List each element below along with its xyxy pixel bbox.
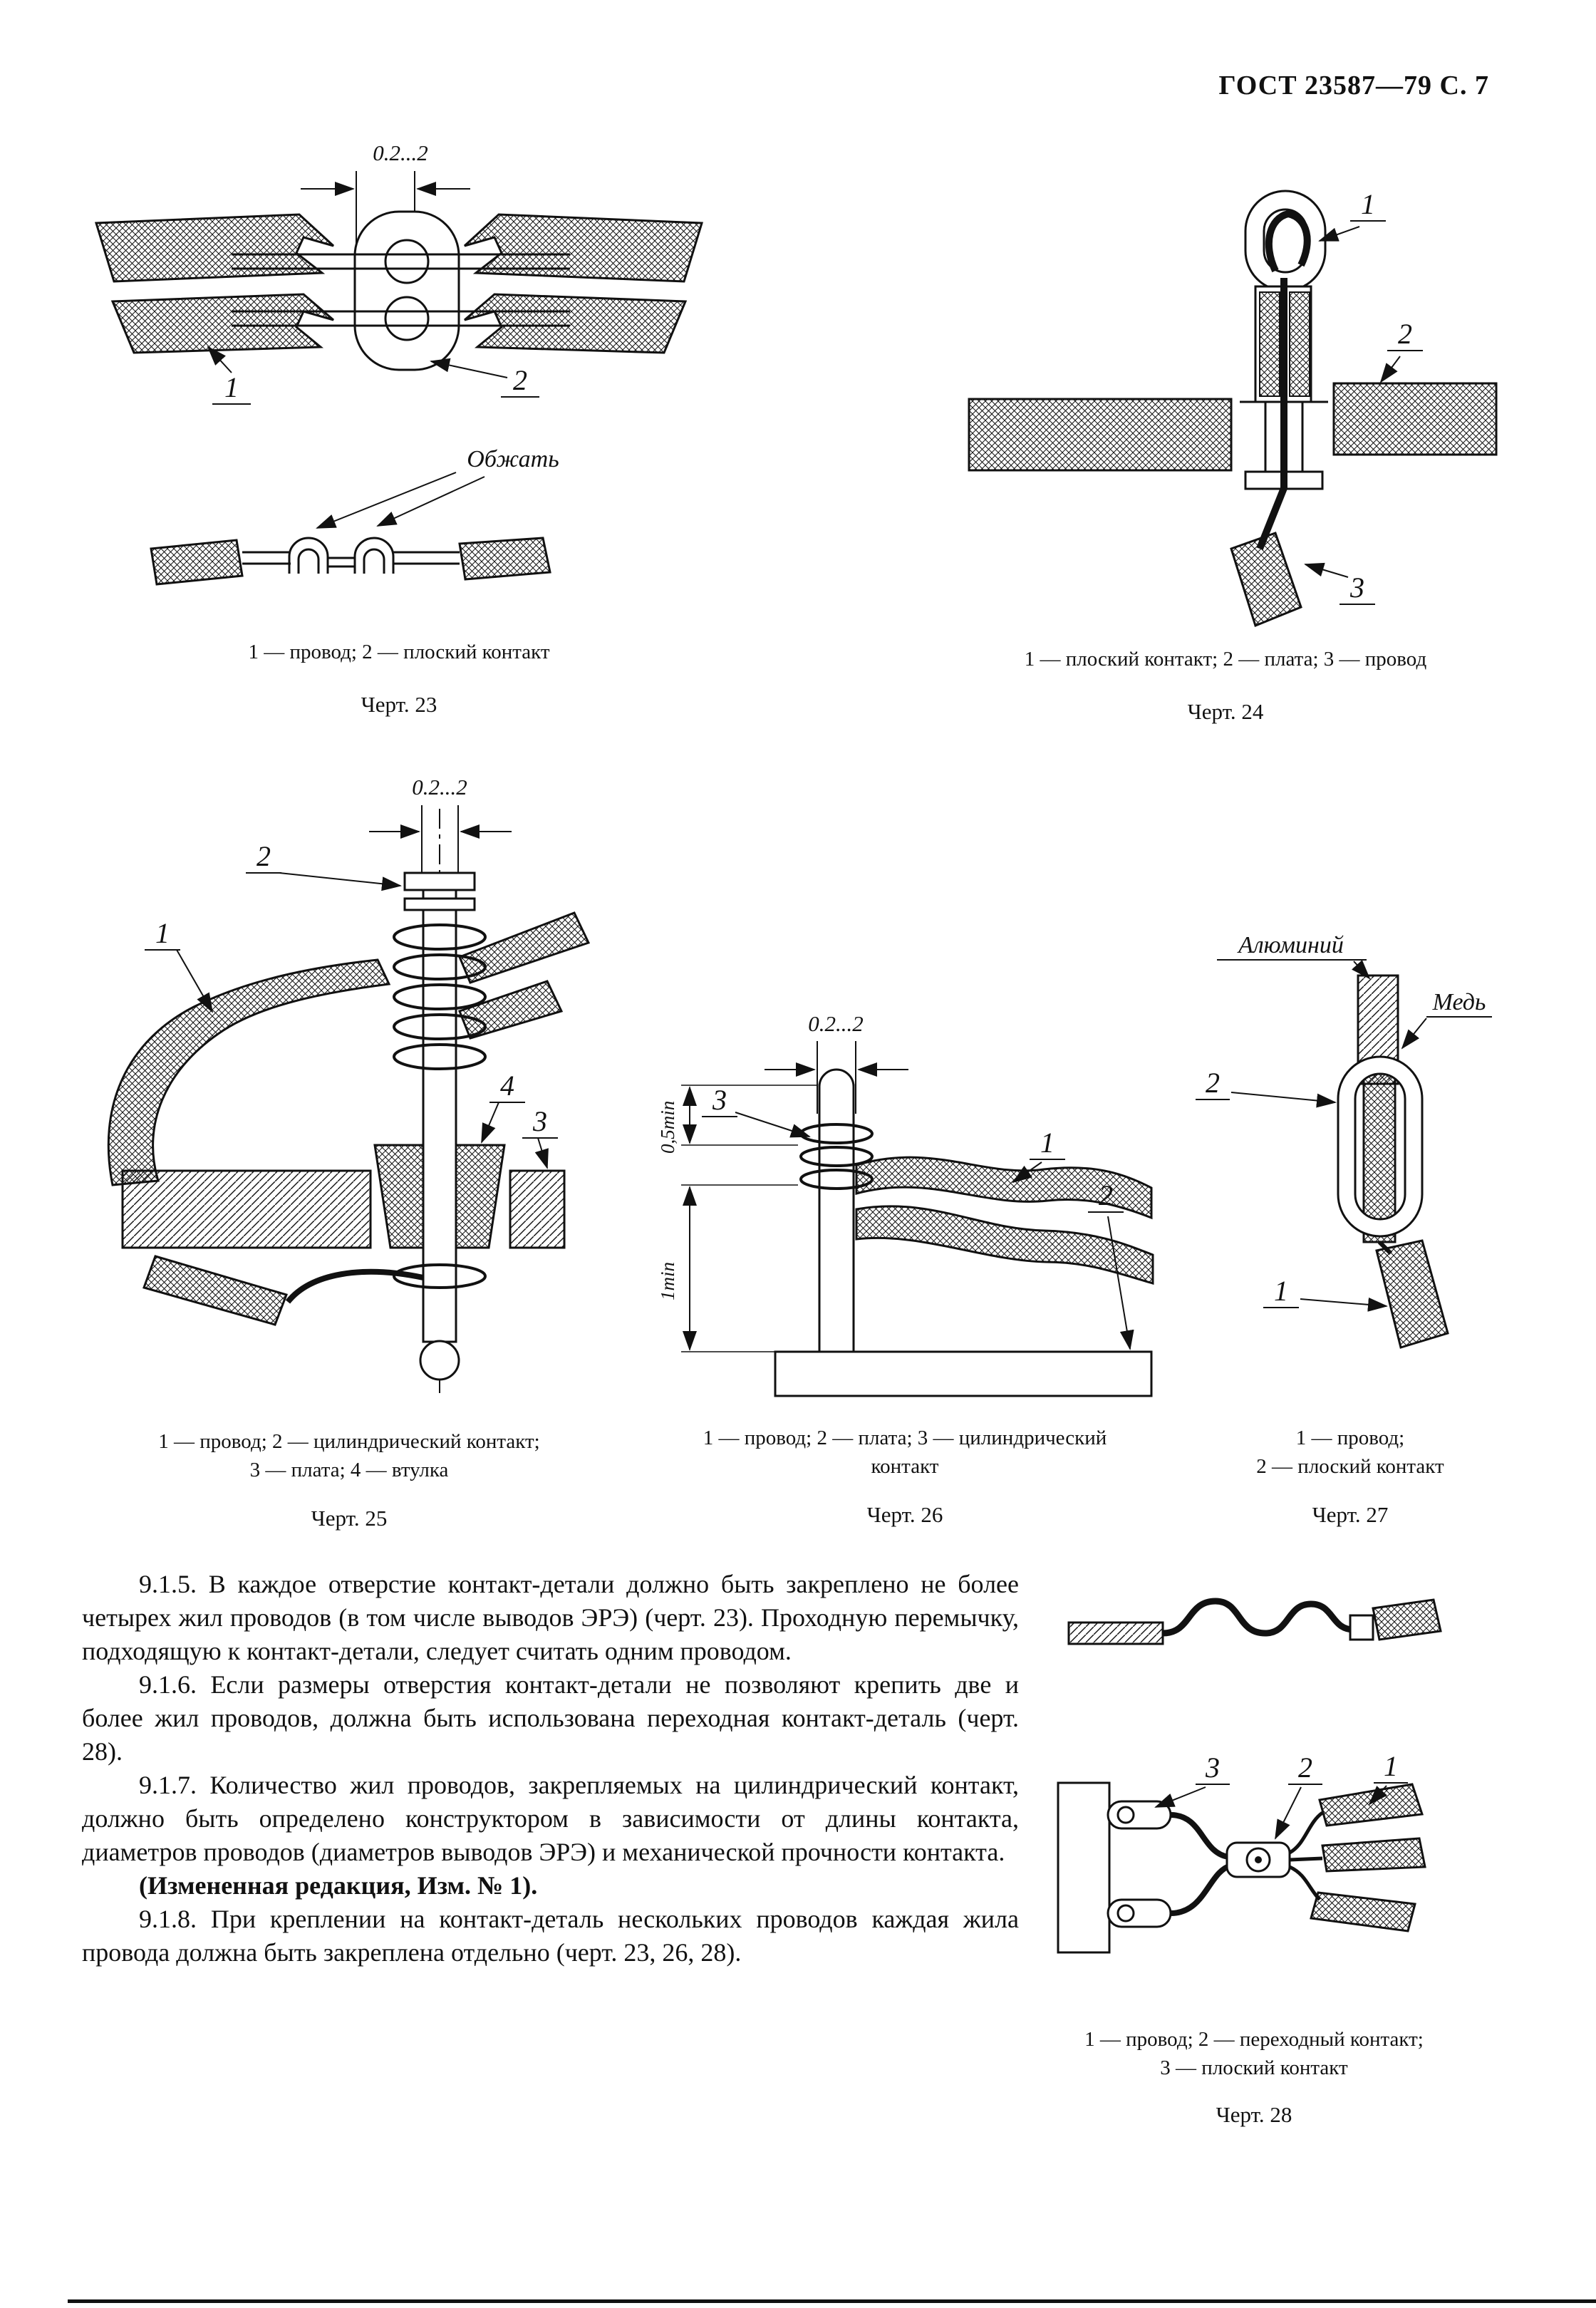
fig25-callout-1 <box>145 917 212 1012</box>
fig23-left-wire <box>96 214 333 353</box>
paragraph-9-1-7: 9.1.7. Количество жил проводов, закрепляемых на цилиндрический контакт, должно быть определено конструктором в зависимости от длины контакта, диаметров проводов (диаметров выводов ЭРЭ) и механической прочности контакта. <box>82 1771 1019 1866</box>
fig28-jumper-drawing <box>1054 1564 1454 1685</box>
figure-27 <box>1176 916 1525 1528</box>
figure-25 <box>71 766 627 1531</box>
fig28-callout-3-label: 3 <box>1206 1751 1220 1784</box>
fig27-label-aluminium <box>1217 932 1369 978</box>
paragraph-amendment: (Измененная редакция, Изм. № 1). <box>139 1871 538 1900</box>
fig28-caption-line1: 1 — провод; 2 — переходный контакт; <box>1084 2028 1424 2051</box>
fig24-caption: 1 — плоский контакт; 2 — плата; 3 — провод <box>1024 648 1427 671</box>
fig24-flat-contact <box>1240 191 1328 489</box>
fig23-right-wire <box>465 214 702 353</box>
fig28-callout-1-label: 1 <box>1384 1750 1398 1782</box>
fig25-cylindrical-contact <box>394 873 485 1380</box>
fig24-callout-1 <box>1320 188 1386 241</box>
fig27-caption-line1: 1 — провод; <box>1295 1427 1405 1449</box>
fig26-plate <box>775 1352 1151 1396</box>
fig23-callout-2-label: 2 <box>513 364 527 396</box>
fig24-number: Черт. 24 <box>1187 699 1264 724</box>
fig27-aluminium-text: Алюминий <box>1238 932 1344 958</box>
fig24-callout-1-label: 1 <box>1361 188 1375 220</box>
fig25-callout-1-label: 1 <box>155 917 170 949</box>
fig23-dim-label: 0.2...2 <box>373 140 428 165</box>
paragraph-9-1-5: 9.1.5. В каждое отверстие контакт-детали должно быть закреплено не более четырех жил проводов (в том числе выводов ЭРЭ) (черт. 23). Проходную перемычку, подходящую к контакт-детали, следует считать одним проводом. <box>82 1570 1019 1665</box>
fig27-wire <box>1377 1241 1448 1347</box>
fig26-dim-05min <box>657 1085 817 1154</box>
fig25-caption-line1: 1 — провод; 2 — цилиндрический контакт; <box>158 1430 540 1453</box>
fig24-drawing <box>940 164 1510 631</box>
fig27-copper-text: Медь <box>1432 989 1486 1015</box>
fig23-callout-1 <box>208 347 251 404</box>
fig27-copper-contact <box>1364 1062 1395 1242</box>
fig25-left-wire <box>108 960 389 1185</box>
fig27-caption <box>1256 1424 1444 1481</box>
fig24-callout-3-label: 3 <box>1350 571 1364 604</box>
paragraph-9-1-8: 9.1.8. При креплении на контакт-деталь нескольких проводов каждая жила провода должна быть закреплена отдельно (черт. 23, 26, 28). <box>82 1905 1019 1967</box>
page-header: ГОСТ 23587—79 С. 7 <box>1218 71 1489 100</box>
fig28-drawing <box>1040 1746 1468 1981</box>
fig28-callout-2-label: 2 <box>1298 1751 1312 1784</box>
fig26-callout-2-label: 2 <box>1099 1179 1113 1211</box>
figure-28 <box>1040 1746 1468 2128</box>
fig26-callout-3 <box>702 1084 809 1137</box>
fig28-caption-line2: 3 — плоский контакт <box>1160 2056 1348 2079</box>
fig26-dim-1min-label: 1min <box>657 1262 678 1300</box>
fig28-links <box>1171 1815 1231 1913</box>
fig24-callout-3 <box>1305 564 1375 604</box>
fig28-number: Черт. 28 <box>1216 2102 1292 2127</box>
figure-26 <box>648 994 1161 1528</box>
fig28-flat-contacts <box>1108 1801 1171 1927</box>
fig27-callout-1-label: 1 <box>1274 1275 1288 1307</box>
fig27-number: Черт. 27 <box>1312 1502 1389 1527</box>
fig26-dim-label: 0.2...2 <box>808 1011 864 1036</box>
fig25-callout-4-label: 4 <box>500 1070 514 1102</box>
fig26-caption <box>703 1424 1107 1481</box>
fig23-crimp-drawing <box>151 538 550 584</box>
fig25-callout-4 <box>482 1070 525 1142</box>
fig25-callout-2 <box>246 840 400 886</box>
fig26-callout-3-label: 3 <box>712 1084 727 1116</box>
fig27-callout-1 <box>1263 1275 1387 1308</box>
fig28-callout-2 <box>1275 1751 1322 1838</box>
fig25-caption <box>158 1427 539 1484</box>
fig28-transition-contact <box>1227 1843 1290 1877</box>
fig26-number: Черт. 26 <box>866 1502 943 1527</box>
fig28-plate <box>1058 1783 1109 1952</box>
fig23-callout-2 <box>431 361 539 397</box>
fig28-caption <box>1084 2025 1424 2082</box>
fig25-number: Черт. 25 <box>311 1506 388 1531</box>
fig28-jumper-wire <box>1373 1600 1441 1640</box>
fig26-dim-05min-label: 0,5min <box>657 1100 678 1154</box>
fig24-wire <box>1231 488 1301 626</box>
fig26-caption-line2: контакт <box>871 1455 939 1478</box>
fig25-callout-2-label: 2 <box>256 840 271 872</box>
fig28-jumper-lug <box>1069 1623 1163 1644</box>
fig28-jumper-links <box>1163 1601 1354 1633</box>
figure-23 <box>71 132 727 718</box>
fig27-callout-2 <box>1196 1067 1335 1102</box>
figure-24 <box>940 164 1510 725</box>
fig27-caption-line2: 2 — плоский контакт <box>1256 1455 1444 1478</box>
fig26-caption-line1: 1 — провод; 2 — плата; 3 — цилиндрический <box>703 1427 1107 1449</box>
fig27-callout-2-label: 2 <box>1206 1067 1220 1099</box>
fig23-crimp-note <box>317 446 559 528</box>
fig23-drawing <box>71 132 727 623</box>
fig24-callout-2-label: 2 <box>1398 318 1412 350</box>
fig24-board <box>969 383 1496 470</box>
fig26-callout-1-label: 1 <box>1040 1127 1054 1159</box>
fig26-dim-1min <box>657 1185 798 1352</box>
fig25-dim-label: 0.2...2 <box>412 775 467 799</box>
body-text <box>82 1568 1019 1970</box>
fig25-caption-line2: 3 — плата; 4 — втулка <box>249 1459 449 1481</box>
scan-artifact-line <box>68 2299 1596 2303</box>
fig23-caption: 1 — провод; 2 — плоский контакт <box>248 641 550 663</box>
fig28-wires <box>1290 1784 1425 1931</box>
fig24-callout-2 <box>1381 318 1423 382</box>
fig25-callout-3 <box>522 1105 558 1168</box>
fig28-callout-3 <box>1156 1751 1230 1807</box>
fig23-crimp-label: Обжать <box>467 446 559 472</box>
fig26-drawing <box>648 994 1161 1411</box>
fig28-jumper-clip <box>1350 1615 1373 1640</box>
fig25-drawing <box>71 766 627 1414</box>
paragraph-9-1-6: 9.1.6. Если размеры отверстия контакт-детали не позволяют крепить две и более жил проводов, должна быть использована переходная контакт-деталь (черт. 28). <box>82 1670 1019 1766</box>
fig27-drawing <box>1176 916 1525 1411</box>
fig23-number: Черт. 23 <box>361 692 437 717</box>
fig25-callout-3-label: 3 <box>533 1105 547 1137</box>
fig23-flat-contact <box>355 212 459 370</box>
fig27-label-copper <box>1402 989 1492 1048</box>
fig23-callout-1-label: 1 <box>224 371 239 403</box>
